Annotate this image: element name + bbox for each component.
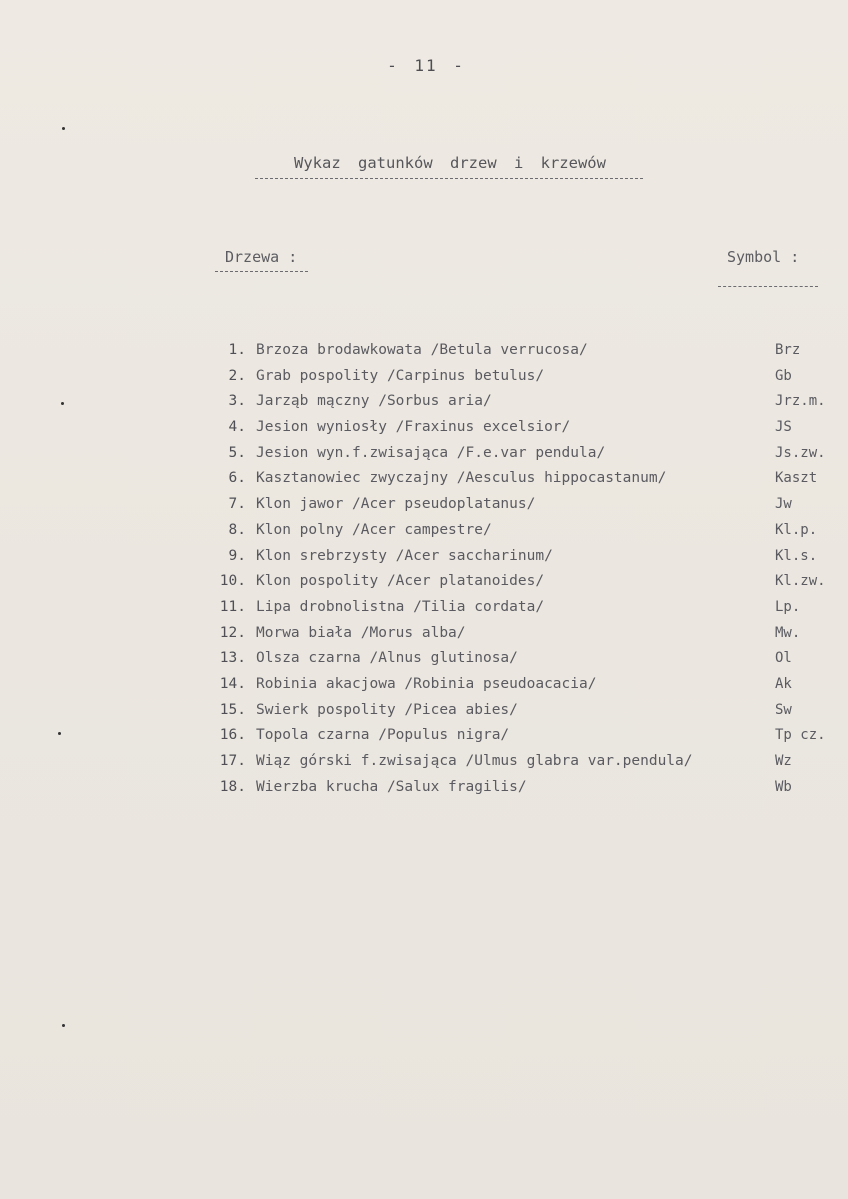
list-item	[200, 443, 840, 469]
page-number: - 11 -	[387, 56, 465, 75]
species-symbol: Brz	[775, 342, 801, 358]
species-name: Brzoza brodawkowata /Betula verrucosa/	[256, 342, 588, 358]
species-symbol: Ak	[775, 675, 792, 692]
list-item	[200, 520, 840, 546]
species-symbol: Js.zw.	[775, 444, 826, 461]
item-number: 12.	[219, 624, 246, 641]
species-name: Grab pospolity /Carpinus betulus/	[256, 367, 545, 384]
list-item	[200, 546, 840, 572]
species-name: Jesion wyniosły /Fraxinus excelsior/	[256, 419, 571, 436]
binder-hole-mark	[62, 127, 65, 130]
list-item	[200, 340, 840, 366]
species-symbol: Jw	[775, 496, 792, 513]
list-item	[200, 417, 840, 443]
binder-hole-mark	[61, 402, 64, 405]
item-number: 9.	[228, 547, 246, 564]
species-name: Kasztanowiec zwyczajny /Aesculus hippocastanum/	[256, 470, 667, 487]
species-symbol: Lp.	[775, 598, 801, 615]
species-symbol: Ol	[775, 650, 792, 667]
item-number: 16.	[219, 727, 246, 744]
species-name: Robinia akacjowa /Robinia pseudoacacia/	[256, 675, 597, 692]
list-item	[200, 391, 840, 417]
species-name: Morwa biała /Morus alba/	[256, 624, 466, 641]
list-item	[200, 597, 840, 623]
item-number: 10.	[219, 573, 246, 590]
species-symbol: Kl.s.	[775, 547, 818, 564]
column-header-trees: Drzewa :	[225, 248, 298, 266]
item-number: 3.	[228, 393, 246, 410]
title-underline	[255, 178, 643, 179]
list-item	[200, 494, 840, 520]
item-number: 4.	[228, 419, 246, 436]
item-number: 15.	[219, 701, 246, 718]
species-name: Klon jawor /Acer pseudoplatanus/	[256, 496, 536, 513]
document-title: Wykaz gatunków drzew i krzewów	[294, 154, 606, 172]
species-symbol: Wb	[775, 778, 792, 795]
species-name: Olsza czarna /Alnus glutinosa/	[256, 650, 518, 667]
item-number: 18.	[219, 778, 246, 795]
species-name: Klon pospolity /Acer platanoides/	[256, 573, 545, 590]
species-name: Jesion wyn.f.zwisająca /F.e.var pendula/	[256, 444, 606, 461]
list-item	[200, 468, 840, 494]
item-number: 5.	[228, 444, 246, 461]
item-number: 17.	[219, 753, 246, 769]
binder-hole-mark	[62, 1024, 65, 1027]
page-number-value: 11	[414, 56, 438, 75]
item-number: 1.	[228, 342, 246, 358]
species-name: Wiąz górski f.zwisająca /Ulmus glabra var.pendula/	[256, 753, 693, 769]
item-number: 14.	[219, 675, 246, 692]
species-name: Klon srebrzysty /Acer saccharinum/	[256, 547, 553, 564]
species-symbol: Sw	[775, 701, 792, 718]
tree-species-list	[200, 340, 840, 802]
column-header-trees-underline	[215, 271, 308, 272]
item-number: 7.	[228, 496, 246, 513]
item-number: 2.	[228, 367, 246, 384]
species-symbol: Mw.	[775, 624, 801, 641]
list-item	[200, 700, 840, 726]
column-header-symbol: Symbol :	[727, 248, 800, 266]
species-symbol: Kl.zw.	[775, 573, 826, 590]
species-symbol: JS	[775, 419, 792, 436]
list-item	[200, 571, 840, 597]
species-symbol: Tp cz.	[775, 727, 826, 744]
list-item	[200, 751, 840, 777]
list-item	[200, 648, 840, 674]
species-name: Swierk pospolity /Picea abies/	[256, 701, 518, 718]
species-name: Jarząb mączny /Sorbus aria/	[256, 393, 492, 410]
item-number: 8.	[228, 521, 246, 538]
species-name: Wierzba krucha /Salux fragilis/	[256, 778, 527, 795]
binder-hole-mark	[58, 732, 61, 735]
species-symbol: Kl.p.	[775, 521, 818, 538]
species-name: Topola czarna /Populus nigra/	[256, 727, 510, 744]
list-item	[200, 623, 840, 649]
column-header-symbol-underline	[718, 286, 818, 287]
species-symbol: Jrz.m.	[775, 393, 826, 410]
species-name: Klon polny /Acer campestre/	[256, 521, 492, 538]
list-item	[200, 674, 840, 700]
list-item	[200, 777, 840, 803]
item-number: 6.	[228, 470, 246, 487]
species-symbol: Kaszt	[775, 470, 818, 487]
item-number: 11.	[219, 598, 246, 615]
species-symbol: Gb	[775, 367, 792, 384]
species-name: Lipa drobnolistna /Tilia cordata/	[256, 598, 545, 615]
list-item	[200, 725, 840, 751]
species-symbol: Wz	[775, 753, 792, 769]
list-item	[200, 366, 840, 392]
item-number: 13.	[219, 650, 246, 667]
